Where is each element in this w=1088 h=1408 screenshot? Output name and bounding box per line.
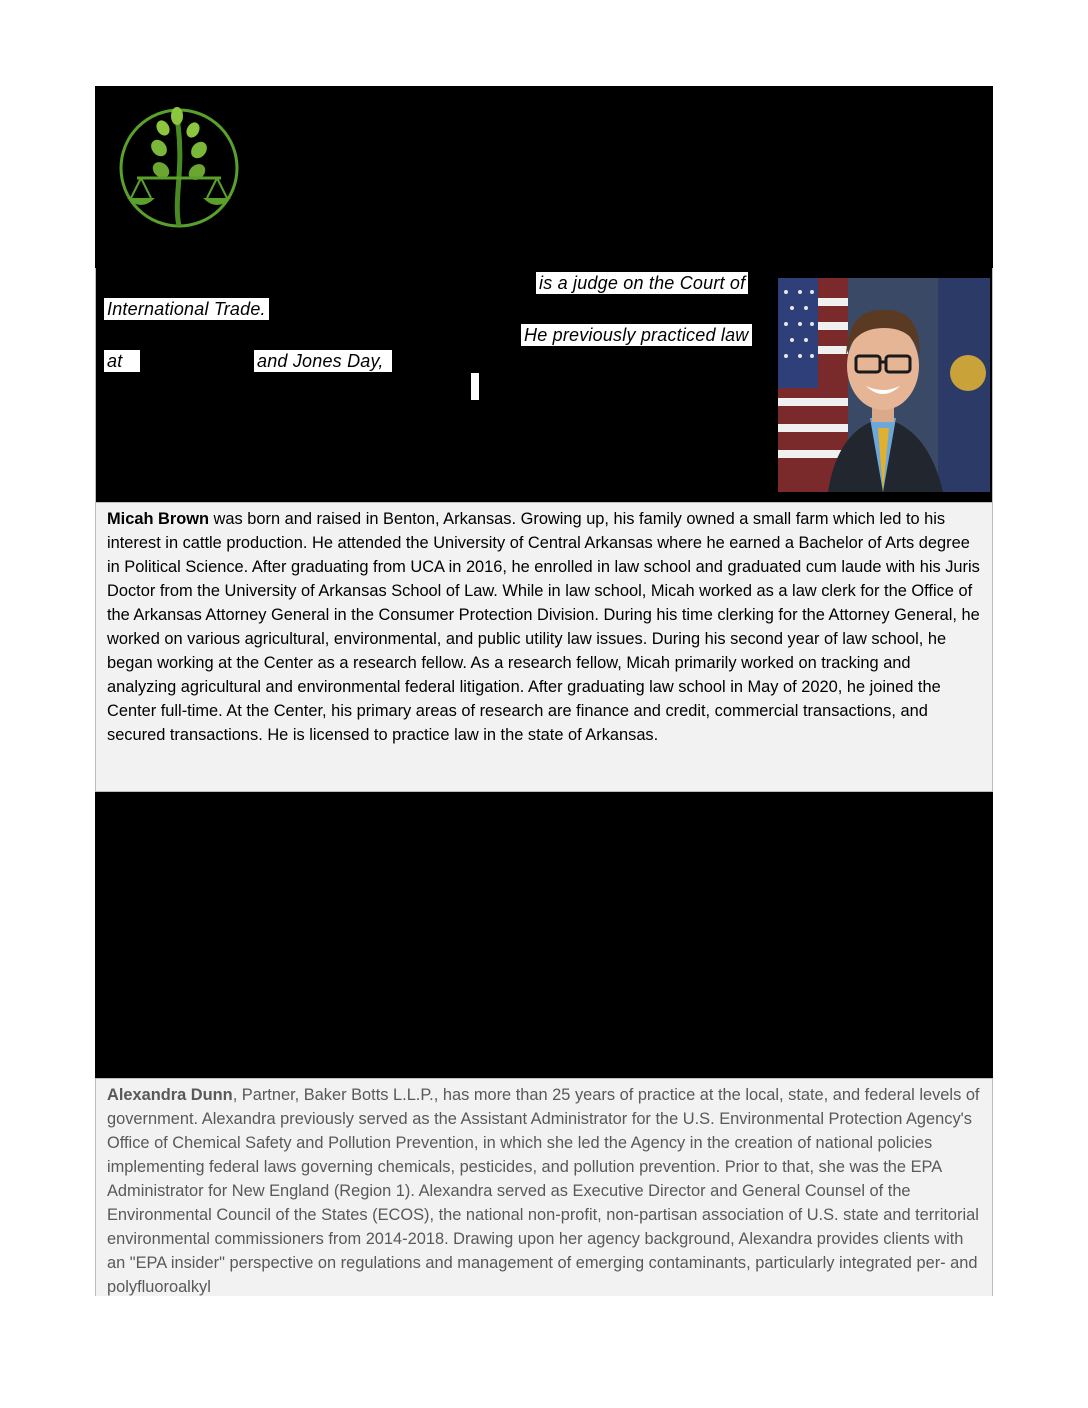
redacted-section xyxy=(95,792,993,1078)
judge-intro-section xyxy=(95,268,993,502)
intro-line-2: International Trade. xyxy=(104,298,269,320)
bio-micah-brown xyxy=(95,502,993,792)
text-cursor xyxy=(471,373,479,400)
bio-name: Micah Brown xyxy=(107,510,209,528)
intro-line-1: is a judge on the Court of xyxy=(536,272,748,294)
intro-line-4: at xyxy=(104,350,140,372)
bio-text: , Partner, Baker Botts L.L.P., has more than 25 years of practice at the local, state, and federal levels of government. Alexandra previously served as the Assistant Administrator for the U.S. Environmental Protection Agency's Office of Chemical Safety and Pollution Prevention, in which she led the Agency in the creation of national policies implementing federal laws governing chemicals, pesticides, and pollution prevention. Prior to that, she was the EPA Administrator for New England (Region 1). Alexandra served as Executive Director and General Counsel of the Environmental Council of the States (ECOS), the national non-profit, non-partisan association of U.S. state and territorial environmental commissioners from 2014-2018. Drawing upon her agency background, Alexandra provides clients with an "EPA insider" perspective on regulations and management of emerging contaminants, particularly integrated per- and polyfluoroalkyl xyxy=(107,1086,980,1296)
intro-line-3: He previously practiced law xyxy=(521,324,752,346)
header-banner xyxy=(95,86,993,268)
page-frame xyxy=(95,86,993,1296)
scales-plant-logo-icon xyxy=(115,98,245,236)
bio-alexandra-dunn xyxy=(95,1078,993,1296)
portrait-photo xyxy=(778,278,990,492)
bio-name: Alexandra Dunn xyxy=(107,1086,233,1104)
bio-text: was born and raised in Benton, Arkansas. Growing up, his family owned a small farm which led to his interest in cattle production. He attended the University of Central Arkansas where he earned a Bachelor of Arts degree in Political Science. After graduating from UCA in 2016, he enrolled in law school and graduated cum laude with his Juris Doctor from the University of Arkansas School of Law. While in law school, Micah worked as a law clerk for the Office of the Arkansas Attorney General in the Consumer Protection Division. During his time clerking for the Attorney General, he worked on various agricultural, environmental, and public utility law issues. During his second year of law school, he began working at the Center as a research fellow. As a research fellow, Micah primarily worked on tracking and analyzing agricultural and environmental federal litigation. After graduating law school in May of 2020, he joined the Center full-time. At the Center, his primary areas of research are finance and credit, commercial transactions, and secured transactions. He is licensed to practice law in the state of Arkansas. xyxy=(107,510,980,744)
intro-line-5: and Jones Day, xyxy=(254,350,392,372)
